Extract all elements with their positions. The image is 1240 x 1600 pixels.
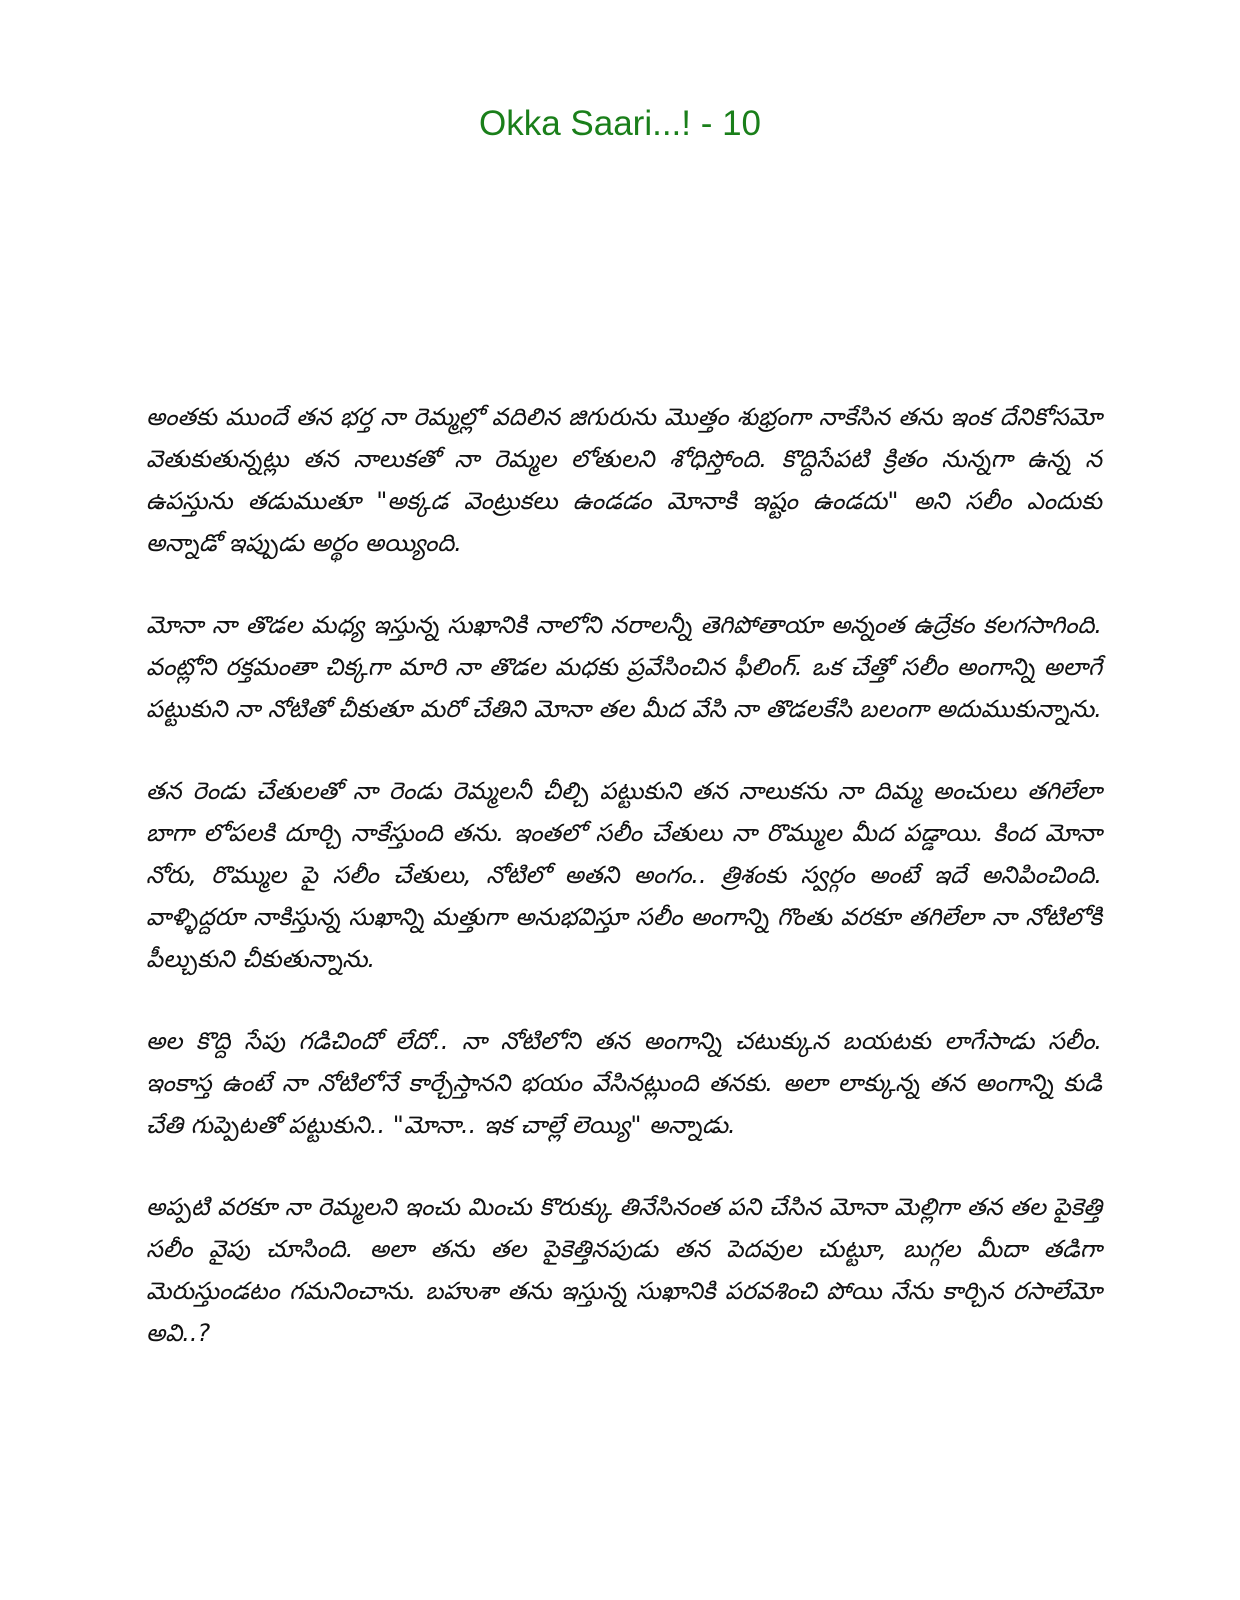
paragraph-4: అల కొద్ది సేపు గడిచిందో లేదో.. నా నోటిలోని తన అంగాన్ని చటుక్కున బయటకు లాగేసాడు సలీం. ఇంకాస్త ఉంటే నా నోటిలోనే కార్చేస్తానని భయం వేసినట్లుంది తనకు. అలా లాక్కున్న తన అంగాన్ని కుడి చేతి గుప్పెటతో పట్టుకుని.. "మోనా.. ఇక చాల్లే లెయ్యి" అన్నాడు. (146, 1027, 1102, 1139)
paragraph-3: తన రెండు చేతులతో నా రెండు రెమ్మలనీ చీల్చి పట్టుకుని తన నాలుకను నా దిమ్మ అంచులు తగిలేలా బాగా లోపలకి దూర్చి నాకేస్తుంది తను. ఇంతలో సలీం చేతులు నా రొమ్ముల మీద పడ్డాయి. కింద మోనా నోరు, రొమ్ముల పై సలీం చేతులు, నోటిలో అతని అంగం.. త్రిశంకు స్వర్గం అంటే ఇదే అనిపించింది. వాళ్ళిద్దరూ నాకిస్తున్న సుఖాన్ని మత్తుగా అనుభవిస్తూ సలీం అంగాన్ని గొంతు వరకూ తగిలేలా నా నోటిలోకి పీల్చుకుని చీకుతున్నాను. (146, 777, 1102, 973)
document-body (146, 396, 1102, 1394)
document-title: Okka Saari...! - 10 (478, 104, 762, 143)
paragraph-2: మోనా నా తొడల మధ్య ఇస్తున్న సుఖానికి నాలోని నరాలన్నీ తెగిపోతాయా అన్నంత ఉద్రేకం కలగసాగింది. వంట్లోని రక్తమంతా చిక్కగా మారి నా తొడల మధకు ప్రవేసించిన ఫీలింగ్. ఒక చేత్తో సలీం అంగాన్ని అలాగే పట్టుకుని నా నోటితో చీకుతూ మరో చేతిని మోనా తల మీద వేసి నా తొడలకేసి బలంగా అదుముకున్నాను. (146, 611, 1102, 723)
paragraph-5: అప్పటి వరకూ నా రెమ్మలని ఇంచు మించు కొరుక్కు తినేసినంత పని చేసిన మోనా మెల్లిగా తన తల పైకెత్తి సలీం వైపు చూసింది. అలా తను తల పైకెత్తినపుడు తన పెదవుల చుట్టూ, బుగ్గల మీదా తడిగా మెరుస్తుండటం గమనించాను. బహుశా తను ఇస్తున్న సుఖానికి పరవశించి పోయి నేను కార్చిన రసాలేమో అవి..? (146, 1193, 1102, 1347)
paragraph-1: అంతకు ముందే తన భర్త నా రెమ్మల్లో వదిలిన జిగురును మొత్తం శుభ్రంగా నాకేసిన తను ఇంక దేనికోసమో వెతుకుతున్నట్లు తన నాలుకతో నా రెమ్మల లోతులని శోధిస్తోంది. కొద్దిసేపటి క్రితం నున్నగా ఉన్న న ఉపస్తును తడుముతూ "అక్కడ వెంట్రుకలు ఉండడం మోనాకి ఇష్టం ఉండదు" అని సలీం ఎందుకు అన్నాడో ఇప్పుడు అర్థం అయ్యింది. (146, 403, 1102, 557)
